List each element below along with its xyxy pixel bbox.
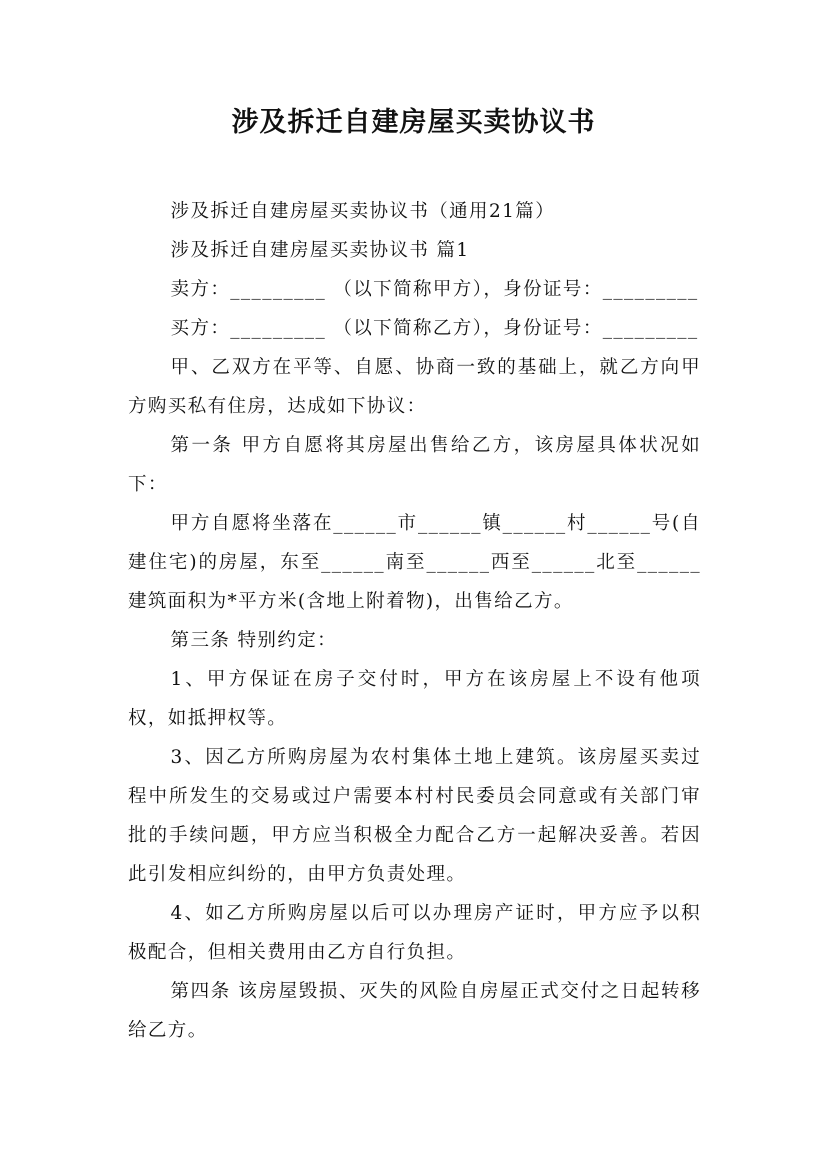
property-location-paragraph: 甲方自愿将坐落在______市______镇______村______号(自建住宅)的房屋，东至______南至______西至______北至______建筑面积为*平方米(含地上附着物)，出售给乙方。 xyxy=(128,513,701,612)
clause-4-paragraph: 4、如乙方所购房屋以后可以办理房产证时，甲方应予以积极配合，但相关费用由乙方自行负担。 xyxy=(128,903,701,963)
subtitle-paragraph: 涉及拆迁自建房屋买卖协议书（通用21篇） xyxy=(170,201,556,222)
clause-1-paragraph: 1、甲方保证在房子交付时，甲方在该房屋上不设有他项权，如抵押权等。 xyxy=(128,669,701,729)
document-body xyxy=(128,192,701,1050)
document-title: 涉及拆迁自建房屋买卖协议书 xyxy=(231,107,596,138)
article-three-heading: 第三条 特别约定： xyxy=(170,630,338,651)
section-heading: 涉及拆迁自建房屋买卖协议书 篇1 xyxy=(170,240,470,261)
seller-line: 卖方：_________ （以下简称甲方），身份证号：_________ xyxy=(170,279,699,300)
agreement-intro-paragraph: 甲、乙双方在平等、自愿、协商一致的基础上，就乙方向甲方购买私有住房，达成如下协议： xyxy=(128,357,701,417)
article-one-paragraph: 第一条 甲方自愿将其房屋出售给乙方，该房屋具体状况如下： xyxy=(128,435,701,495)
buyer-line: 买方：_________ （以下简称乙方），身份证号：_________ xyxy=(170,318,699,339)
article-four-paragraph: 第四条 该房屋毁损、灭失的风险自房屋正式交付之日起转移给乙方。 xyxy=(128,981,701,1041)
clause-3-paragraph: 3、因乙方所购房屋为农村集体土地上建筑。该房屋买卖过程中所发生的交易或过户需要本村村民委员会同意或有关部门审批的手续问题，甲方应当积极全力配合乙方一起解决妥善。若因此引发相应纠纷的，由甲方负责处理。 xyxy=(128,747,701,885)
